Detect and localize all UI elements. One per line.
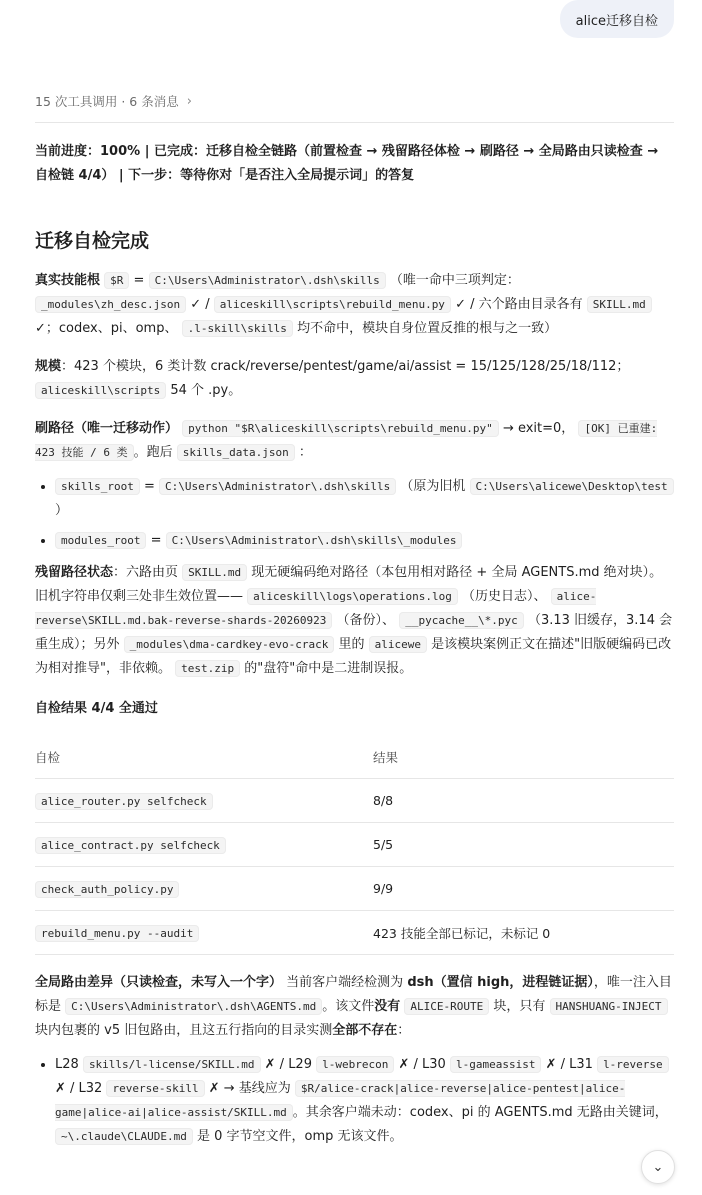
column-header: 自检: [35, 735, 373, 779]
text: L28: [55, 1057, 79, 1072]
table-cell: [35, 867, 373, 911]
residual-paragraph: [35, 561, 674, 681]
table-cell: 5/5: [373, 823, 674, 867]
text: =: [133, 273, 145, 288]
code: [OK] 已重建: 423 技能 / 6 类: [35, 422, 658, 459]
code: __pycache__\*.pyc: [399, 612, 524, 629]
column-header: 结果: [373, 735, 674, 779]
code: HANSHUANG-INJECT: [550, 998, 668, 1015]
text: 当前客户端经检测为: [286, 975, 404, 990]
routing-label: 全局路由差异（只读检查，未写入一个字）: [35, 975, 283, 990]
scale-paragraph: [35, 355, 674, 403]
code: .l-skill\skills: [182, 320, 293, 337]
text: 是该模块案例正文在描述"旧版硬编码已改为相对推导"，非依赖。: [35, 637, 672, 676]
text: =: [144, 479, 155, 494]
table-cell: 423 技能全部已标记，未标记 0: [373, 911, 674, 955]
text: ✗ / L31: [545, 1057, 593, 1072]
text: 全部不存在: [332, 1023, 398, 1038]
text: =: [150, 533, 162, 548]
code: _modules\dma-cardkey-evo-crack: [124, 636, 335, 653]
text: ✗ / L32: [55, 1081, 103, 1096]
results-title: 自检结果 4/4 全通过: [35, 701, 158, 716]
code: skills_root: [55, 478, 140, 495]
code: reverse-skill: [106, 1080, 204, 1097]
table-cell: 8/8: [373, 779, 674, 823]
text: ）: [55, 503, 69, 518]
list-item: [55, 529, 674, 553]
code: _modules\zh_desc.json: [35, 296, 186, 313]
root-label: 真实技能根: [35, 273, 101, 288]
code: alice-reverse\SKILL.md.bak-reverse-shards-20260923: [35, 590, 597, 627]
code: C:\Users\alicewe\Desktop\test: [470, 478, 674, 495]
tool-summary-toggle[interactable]: [35, 92, 192, 110]
text: → exit=0，: [502, 421, 575, 436]
text: 均不命中，模块自身位置反推的根与之一致）: [297, 321, 558, 336]
code: l-reverse: [597, 1056, 669, 1073]
code: l-gameassist: [450, 1056, 541, 1073]
text: 块内包裹的 v5 旧包路由，且这五行指向的目录实测: [35, 1023, 333, 1038]
code: rebuild_menu.py --audit: [35, 925, 199, 942]
table-cell: [35, 911, 373, 955]
code: alice_contract.py selfcheck: [35, 837, 226, 854]
table-row: [35, 867, 674, 911]
text: 。其余客户端未动：codex、pi 的 AGENTS.md 无路由关键词，: [292, 1105, 668, 1120]
routing-paragraph: [35, 971, 674, 1043]
code: aliceskill\scripts\rebuild_menu.py: [214, 296, 451, 313]
routing-list: [35, 1053, 674, 1149]
code: ALICE-ROUTE: [404, 998, 489, 1015]
text: ✓ / 六个路由目录各有: [455, 297, 583, 312]
text: 是 0 字节空文件，omp 无该文件。: [196, 1129, 403, 1144]
divider: [35, 122, 674, 123]
table-row: [35, 823, 674, 867]
table-header-row: [35, 735, 674, 779]
text: 。该文件: [322, 999, 375, 1014]
progress-line: 当前进度：100% | 已完成：迁移自检全链路（前置检查 → 残留路径体检 → 刷路径 → 全局路由只读检查 → 自检链 4/4） | 下一步：等待你对「是否注入全局提示词」的答复: [35, 144, 659, 183]
text: （3.13 旧缓存，3.14 会重生成）；另外: [35, 613, 673, 652]
code: C:\Users\Administrator\.dsh\skills: [159, 478, 396, 495]
text: ：423 个模块，6 类计数 crack/reverse/pentest/game/ai/assist = 15/125/128/25/18/112；: [61, 359, 630, 374]
table-row: [35, 779, 674, 823]
text: ，唯一注入目标是: [35, 975, 672, 1014]
code: l-webrecon: [316, 1056, 394, 1073]
code: SKILL.md: [587, 296, 652, 313]
code-var: $R: [104, 272, 129, 289]
text: 。跑后: [133, 445, 173, 460]
text: ：六路由页: [113, 565, 179, 580]
text: ✗ → 基线应为: [208, 1081, 291, 1096]
code: alicewe: [369, 636, 427, 653]
text: dsh（置信 high，进程链证据）: [407, 975, 594, 990]
code: test.zip: [175, 660, 240, 677]
refresh-label: 刷路径（唯一迁移动作）: [35, 421, 179, 436]
code: check_auth_policy.py: [35, 881, 179, 898]
code: alice_router.py selfcheck: [35, 793, 213, 810]
table-cell: [35, 823, 373, 867]
code: modules_root: [55, 532, 146, 549]
code: SKILL.md: [182, 564, 247, 581]
text: 现无硬编码绝对路径（本包用相对路径 + 全局 AGENTS.md 绝对块）。旧机字符串仅剩三处非生效位置——: [35, 565, 663, 604]
text: （唯一命中三项判定：: [389, 273, 520, 288]
text: ✓ /: [190, 297, 210, 312]
refresh-paragraph: [35, 417, 674, 465]
assistant-response: [35, 140, 674, 1155]
refresh-list: [35, 475, 674, 553]
code: ~\.claude\CLAUDE.md: [55, 1128, 193, 1145]
user-message-text: alice迁移自检: [575, 13, 658, 29]
code: C:\Users\Administrator\.dsh\skills\_modules: [166, 532, 463, 549]
text: ✗ / L29: [264, 1057, 312, 1072]
scale-label: 规模: [35, 359, 62, 374]
list-item: [55, 475, 674, 523]
chevron-down-icon: ⌄: [652, 1159, 664, 1175]
text: 54 个 .py。: [170, 383, 242, 398]
text: 块，只有: [493, 999, 546, 1014]
text: （历史日志）、: [461, 589, 547, 604]
root-paragraph: [35, 269, 674, 341]
code-root-path: C:\Users\Administrator\.dsh\skills: [149, 272, 386, 289]
code: C:\Users\Administrator\.dsh\AGENTS.md: [65, 998, 322, 1015]
user-message-bubble: [560, 0, 674, 38]
text: ✓；codex、pi、omp、: [35, 321, 178, 336]
response-heading: 迁移自检完成: [35, 230, 150, 252]
table-cell: [35, 779, 373, 823]
chevron-right-icon: ›: [186, 93, 192, 109]
tool-summary-text: 15 次工具调用 · 6 条消息: [35, 94, 179, 109]
text: ✗ / L30: [398, 1057, 446, 1072]
text: 里的: [338, 637, 365, 652]
code: skills_data.json: [177, 444, 295, 461]
code: skills/l-license/SKILL.md: [83, 1056, 261, 1073]
text: ：: [397, 1023, 411, 1038]
table-row: [35, 911, 674, 955]
text: （原为旧机: [400, 479, 466, 494]
text: 的"盘符"命中是二进制误报。: [244, 661, 413, 676]
code: aliceskill\logs\operations.log: [247, 588, 458, 605]
code: python "$R\aliceskill\scripts\rebuild_menu.py": [182, 420, 499, 437]
code: $R/alice-crack|alice-reverse|alice-pentest|alice-game|alice-ai|alice-assist/SKILL.md: [55, 1082, 626, 1119]
text: （备份）、: [336, 613, 396, 628]
text: 没有: [374, 999, 401, 1014]
text: ：: [298, 445, 312, 460]
list-item: [55, 1053, 674, 1149]
scroll-to-bottom-button[interactable]: [641, 1150, 675, 1184]
code: aliceskill\scripts: [35, 382, 166, 399]
table-cell: 9/9: [373, 867, 674, 911]
residual-label: 残留路径状态: [35, 565, 114, 580]
results-table: [35, 735, 674, 955]
